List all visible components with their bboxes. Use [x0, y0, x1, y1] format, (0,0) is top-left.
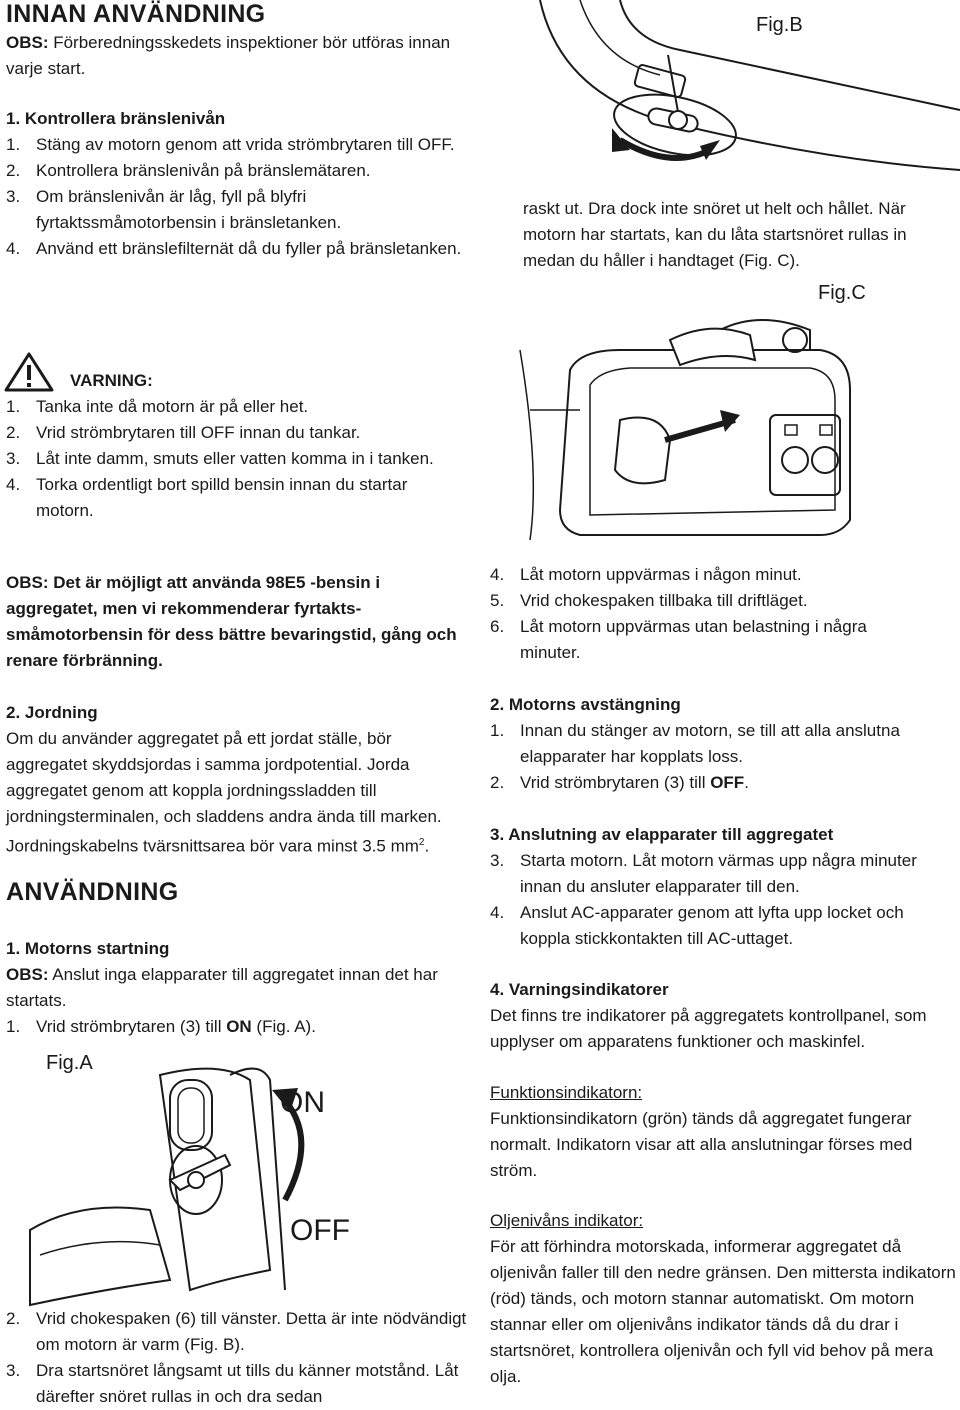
fig-b-label: Fig.B — [756, 14, 803, 36]
indicator-heading: 4. Varningsindikatorer — [490, 980, 669, 999]
function-indicator-heading: Funktionsindikatorn: — [490, 1083, 643, 1102]
obs-text: Förberedningsskedets inspektioner bör utföras innan varje start. — [6, 33, 451, 78]
list-item: 4. Låt motorn uppvärmas i någon minut. — [490, 565, 802, 584]
pull-text: raskt ut. Dra dock inte snöret ut helt och hållet. När motorn har startats, kan du låta startsnöret rullas in medan du håller i handtaget (Fig. C). — [523, 199, 907, 270]
list-item: 6. Låt motorn uppvärmas utan belastning i några minuter. — [490, 617, 867, 662]
connect-heading: 3. Anslutning av elapparater till aggregatet — [490, 825, 834, 844]
oil-indicator-text: För att förhindra motorskada, informerar aggregatet då oljenivån faller till den nedre gränsen. Den mittersta indikatorn (röd) tänds, och motorn stannar automatiskt. Om motorn stannar eller om oljenivåns indikator tänds då du drar i startsnöret, kontrollera oljenivån och fyll vid behov på mera olja. — [490, 1237, 956, 1386]
section-title-usage: ANVÄNDNING — [6, 878, 179, 906]
grounding-heading: 2. Jordning — [6, 703, 98, 722]
fig-a-off-label: OFF — [290, 1214, 350, 1247]
list-item: 1. Stäng av motorn genom att vrida strömbrytaren till OFF. — [6, 135, 455, 154]
list-item: 1. Vrid strömbrytaren (3) till ON (Fig. A). — [6, 1017, 316, 1036]
start-list-cont — [6, 1306, 468, 1410]
figure-b-choke-illustration — [520, 0, 960, 190]
obs-fuel-recommendation: OBS: Det är möjligt att använda 98E5 -bensin i aggregatet, men vi rekommenderar fyrtakts-småmotorbensin för dess bättre bevaringstid, gång och renare förbränning. — [6, 573, 457, 670]
list-item: 4. Torka ordentligt bort spilld bensin innan du startar motorn. — [6, 475, 408, 520]
figure-c-generator-illustration — [520, 310, 860, 540]
list-item: 1. Tanka inte då motorn är på eller het. — [6, 397, 309, 416]
oil-indicator-heading: Oljenivåns indikator: — [490, 1211, 644, 1230]
list-item: 2. Kontrollera bränslenivån på bränslemätaren. — [6, 161, 371, 180]
function-indicator-text: Funktionsindikatorn (grön) tänds då aggregatet fungerar normalt. Indikatorn visar att alla anslutningar förses med ström. — [490, 1109, 913, 1180]
list-item: 5. Vrid chokespaken tillbaka till driftläget. — [490, 591, 808, 610]
list-item: 1. Innan du stänger av motorn, se till att alla anslutna elapparater har kopplats loss. — [490, 721, 900, 766]
list-item: 3. Dra startsnöret långsamt ut tills du känner motstånd. Låt därefter snöret rullas in och dra sedan — [6, 1361, 459, 1406]
warning-list — [6, 394, 468, 524]
obs-note — [6, 30, 468, 82]
list-item: 3. Om bränslenivån är låg, fyll på blyfri fyrtaktssmåmotorbensin i bränsletanken. — [6, 187, 342, 232]
warmup-list — [490, 562, 955, 666]
list-item: 4. Anslut AC-apparater genom att lyfta upp locket och koppla stickkontakten till AC-uttaget. — [490, 903, 904, 948]
grounding-text: Om du använder aggregatet på ett jordat ställe, bör aggregatet skyddsjordas i samma jordpotential. Jorda aggregatet genom att koppla jordningssladden till jordningsterminalen, och sladdens andra ända till marken. Jordningskabelns tvärsnittsarea bör vara minst 3.5 $mm^2$. — [6, 729, 442, 856]
stop-list — [490, 718, 960, 796]
fig-c-label: Fig.C — [818, 282, 866, 304]
list-item: 2. Vrid chokespaken (6) till vänster. Detta är inte nödvändigt om motorn är varm (Fig. B). — [6, 1309, 467, 1354]
indicator-text: Det finns tre indikatorer på aggregatets kontrollpanel, som upplyser om apparatens funktioner och maskinfel. — [490, 1006, 927, 1051]
figure-a-switch-illustration — [20, 1040, 380, 1310]
list-item: 2. Vrid strömbrytaren till OFF innan du tankar. — [6, 423, 361, 442]
check-fuel-list — [6, 132, 468, 262]
start-obs: OBS: Anslut inga elapparater till aggregatet innan det har startats. — [6, 965, 438, 1010]
connect-list — [490, 848, 958, 952]
section-title-before-use: INNAN ANVÄNDNING — [6, 0, 266, 28]
list-item: 3. Starta motorn. Låt motorn värmas upp några minuter innan du ansluter elapparater till den. — [490, 851, 917, 896]
list-item: 4. Använd ett bränslefilternät då du fyller på bränsletanken. — [6, 239, 462, 258]
warning-heading: VARNING: — [70, 371, 153, 390]
list-item: 2. Vrid strömbrytaren (3) till OFF. — [490, 773, 749, 792]
stop-heading: 2. Motorns avstängning — [490, 695, 681, 714]
start-heading: 1. Motorns startning — [6, 939, 170, 958]
fig-a-on-label: ON — [280, 1086, 325, 1119]
warning-triangle-icon — [4, 352, 54, 392]
fig-a-label: Fig.A — [46, 1052, 93, 1074]
obs-label: OBS: — [6, 33, 49, 52]
list-item: 3. Låt inte damm, smuts eller vatten komma in i tanken. — [6, 449, 434, 468]
check-fuel-heading: 1. Kontrollera bränslenivån — [6, 109, 226, 128]
